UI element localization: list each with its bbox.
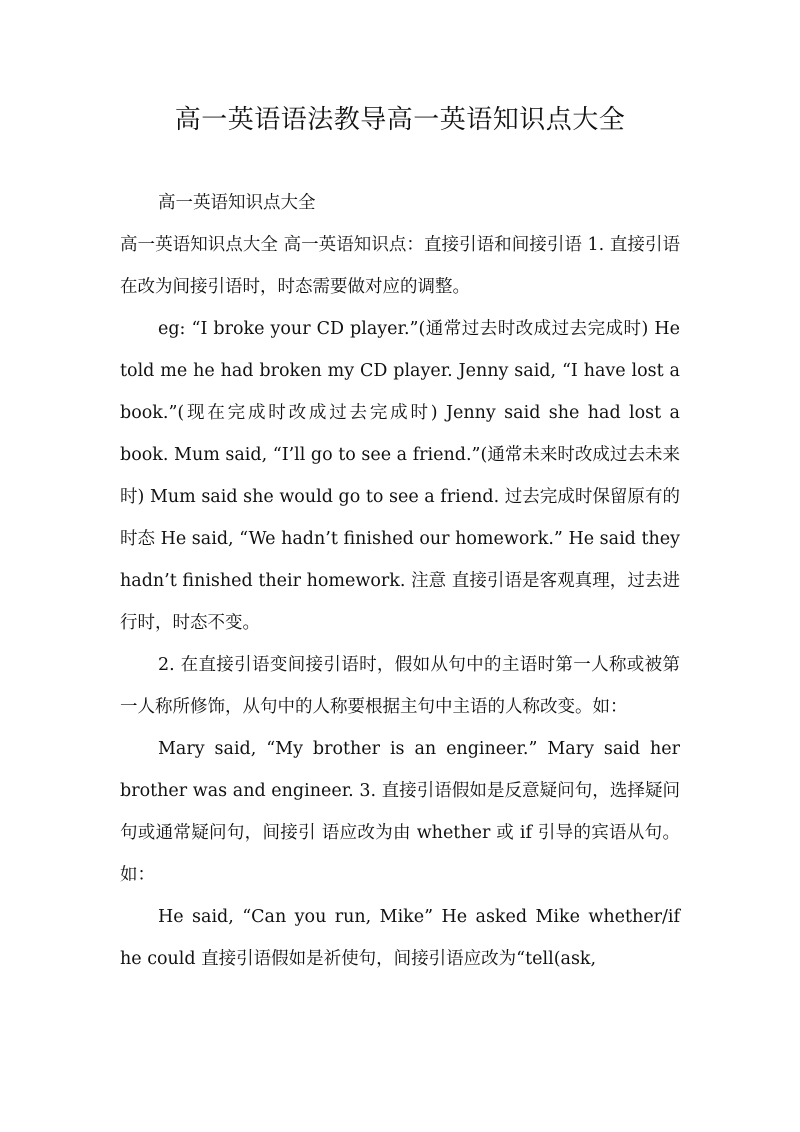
document-body <box>120 182 680 980</box>
paragraph-rule-4: He said, “Can you run, Mike” He asked Mike whether/if he could 直接引语假如是祈使句，间接引语应改为“tell(ask, <box>120 907 680 969</box>
paragraph-examples: eg: “I broke your CD player.”(通常过去时改成过去完成时) He told me he had broken my CD player. Jenny said, “I have lost a book.”(现在完成时改成过去完成时) Jenny said she had lost a book. Mum said, “I’ll go to see a friend.”(通常未来时改成过去未来时) Mum said she would go to see a friend. 过去完成时保留原有的时态 He said, “We hadn’t finished our homework.” He said they hadn’t finished their homework. 注意 直接引语是客观真理，过去进行时，时态不变。 <box>120 319 680 633</box>
paragraph-subtitle: 高一英语知识点大全 <box>158 193 316 213</box>
document-title: 高一英语语法教导高一英语知识点大全 <box>174 105 626 135</box>
paragraph-rule-2: 2. 在直接引语变间接引语时，假如从句中的主语时第一人称或被第 一人称所修饰，从句中的人称要根据主句中主语的人称改变。如： <box>120 655 680 717</box>
paragraph-rule-3: Mary said, “My brother is an engineer.” Mary said her brother was and engineer. 3. 直接引语假如是反意疑问句，选择疑问句或通常疑问句，间接引 语应改为由 whether 或 if 引导的宾语从句。如： <box>120 739 680 885</box>
paragraph-intro: 高一英语知识点大全 高一英语知识点：直接引语和间接引语 1. 直接引语在改为间接引语时，时态需要做对应的调整。 <box>120 235 680 297</box>
